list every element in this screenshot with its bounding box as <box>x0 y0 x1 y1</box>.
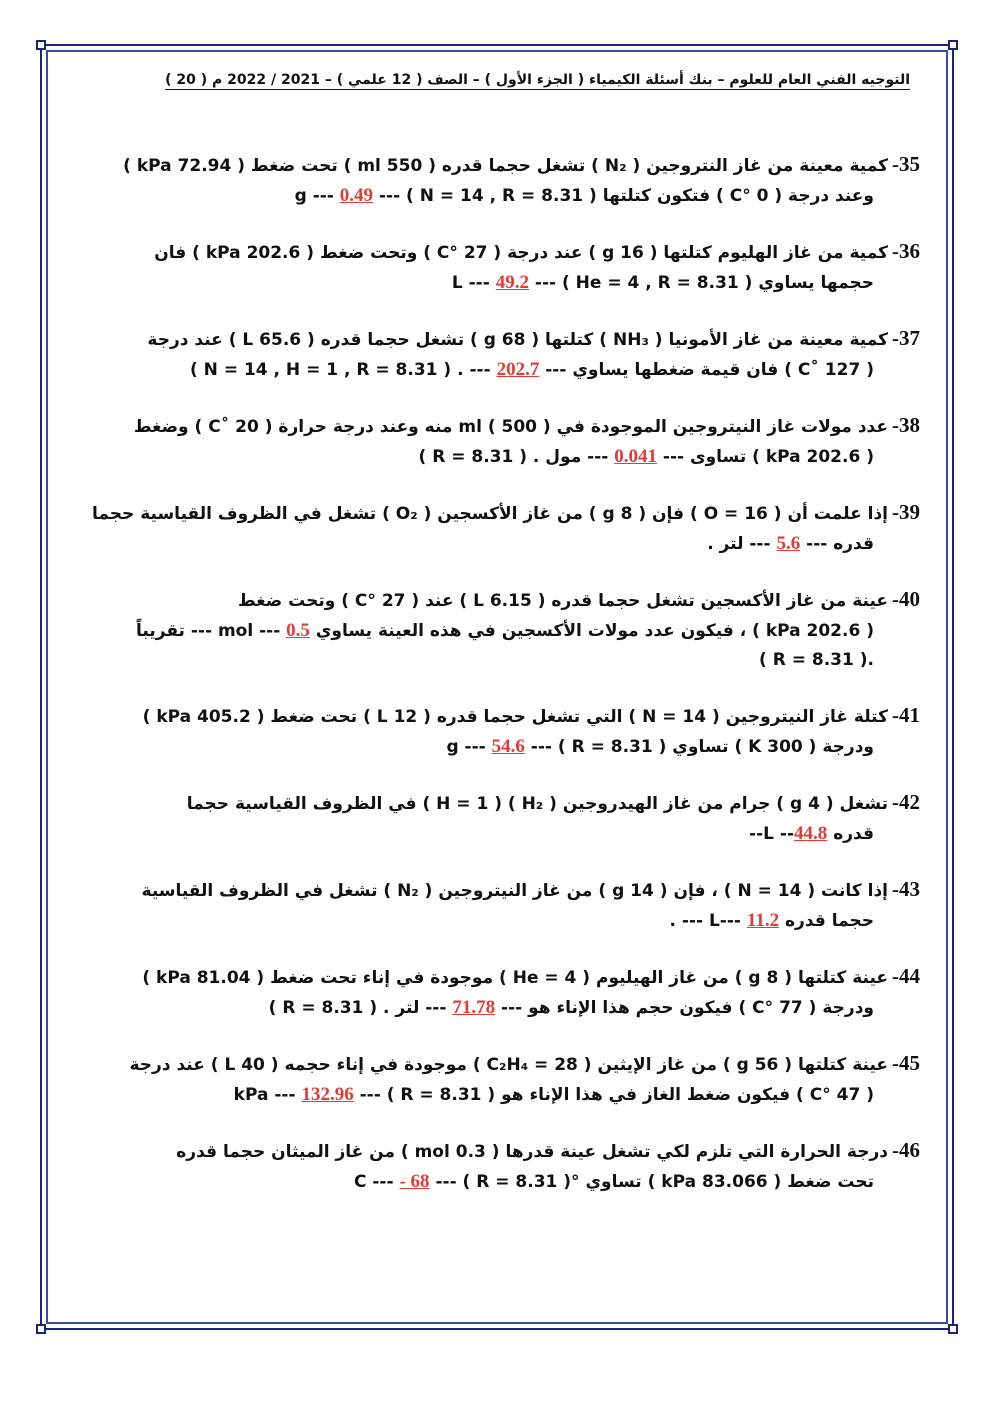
question-42 <box>60 788 920 849</box>
question-text: ( 47 °C ) فيكون ضغط الغاز في هذا الإناء هو kPa --- <box>233 1085 874 1105</box>
border-corner <box>948 40 958 50</box>
question-46 <box>60 1136 920 1197</box>
answer-value: 0.041 <box>614 446 657 467</box>
question-text: --- لتر . <box>707 534 777 554</box>
question-text: --- تقريباً <box>136 621 218 641</box>
question-36 <box>60 237 920 298</box>
question-text: حجمها يساوي L --- <box>451 273 874 293</box>
question-text: --- لتر . ( R = 8.31 ) <box>268 998 453 1018</box>
question-number: 38- <box>892 413 920 437</box>
answer-value: 202.7 <box>496 359 540 380</box>
question-35 <box>60 150 920 211</box>
question-text: ( 202.6 kPa ) تساوى --- <box>656 447 874 467</box>
question-text: إذا كانت ( N = 14 ) ، فإن ( 14 g ) من غاز النيتروجين ( N₂ ) تشغل في الظروف القياسية <box>141 881 888 901</box>
question-number: 40- <box>892 587 920 611</box>
question-text: قدره --- <box>800 534 874 554</box>
answer-value: 54.6 <box>491 736 525 757</box>
question-text: ( 127 ˚C ) فان قيمة ضغطها يساوي --- <box>539 360 874 380</box>
question-number: 37- <box>892 326 920 350</box>
question-text: ودرجة ( 77 °C ) فيكون حجم هذا الإناء هو --- <box>495 998 874 1018</box>
question-number: 46- <box>892 1138 920 1162</box>
question-text: كمية من غاز الهليوم كتلتها ( 16 g ) عند درجة ( 27 °C ) وتحت ضغط ( 202.6 kPa ) فان <box>154 243 888 263</box>
question-38 <box>60 411 920 472</box>
question-number: 36- <box>892 239 920 263</box>
question-text: --- . ( N = 14 , H = 1 , R = 8.31 ) <box>189 360 497 380</box>
question-43 <box>60 875 920 936</box>
question-text: ( 202.6 kPa ) ، فيكون عدد مولات الأكسجين في هذه العينة يساوي mol --- <box>217 621 874 641</box>
question-39 <box>60 498 920 559</box>
question-number: 35- <box>892 152 920 176</box>
question-text: ودرجة ( 300 K ) تساوي g --- <box>446 737 874 757</box>
question-text: --- ( He = 4 , R = 8.31 ) <box>528 273 753 293</box>
border-corner <box>948 1324 958 1334</box>
answer-value: 132.96 <box>301 1084 354 1105</box>
question-41 <box>60 701 920 762</box>
question-text: كتلة غاز النيتروجين ( N = 14 ) التي تشغل حجما قدره ( 12 L ) تحت ضغط ( 405.2 kPa ) <box>142 707 888 727</box>
question-text: -- <box>749 824 764 844</box>
question-number: 42- <box>892 790 920 814</box>
question-text: عينة كتلتها ( 56 g ) من غاز الإيثين ( C₂H₄ = 28 ) موجودة في إناء حجمه ( 40 L ) عند درجة <box>129 1055 888 1075</box>
question-text: إذا علمت أن ( O = 16 ) فإن ( 8 g ) من غاز الأكسجين ( O₂ ) تشغل في الظروف القياسية حجما <box>92 504 888 524</box>
question-text: --- ( R = 8.31 ) <box>524 737 667 757</box>
question-text: عينة كتلتها ( 8 g ) من غاز الهيليوم ( He = 4 ) موجودة في إناء تحت ضغط ( 81.04 kPa ) <box>142 968 888 988</box>
question-text: --- ( N = 14 , R = 8.31 ) <box>373 186 597 206</box>
answer-value: - 68 <box>399 1171 430 1192</box>
question-text: وعند درجة ( 0 °C ) فتكون كتلتها g --- <box>294 186 874 206</box>
question-45 <box>60 1049 920 1110</box>
question-40 <box>60 585 920 675</box>
answer-value: 0.49 <box>339 185 374 206</box>
question-text: --- . <box>669 911 709 931</box>
question-text: --- مول . ( R = 8.31 ) <box>418 447 615 467</box>
question-text: حجما قدره L--- <box>708 911 874 931</box>
answer-value: 11.2 <box>746 910 780 931</box>
question-number: 39- <box>892 500 920 524</box>
question-text: كمية معينة من غاز الأمونيا ( NH₃ ) كتلتها ( 68 g ) تشغل حجما قدره ( 65.6 L ) عند درجة <box>147 330 888 350</box>
question-text: --- ( R = 8.31 ) <box>429 1172 572 1192</box>
border-corner <box>36 1324 46 1334</box>
question-37 <box>60 324 920 385</box>
page-header <box>100 72 910 88</box>
answer-value: 44.8 <box>794 823 828 844</box>
header-text: التوجيه الفني العام للعلوم – بنك أسئلة الكيمياء ( الجزء الأول ) – الصف ( 12 علمي ) – 2021 / 2022 م ( 20 ) <box>165 72 910 88</box>
border-corner <box>36 40 46 50</box>
answer-value: 71.78 <box>452 997 496 1018</box>
answer-value: 5.6 <box>776 533 801 554</box>
answer-value: 0.5 <box>286 620 310 641</box>
question-text: درجة الحرارة التي تلزم لكي تشغل عينة قدرها ( 0.3 mol ) من غاز الميثان حجما قدره <box>176 1142 888 1162</box>
question-text: عدد مولات غاز النيتروجين الموجودة في ml ( 500 ) منه وعند درجة حرارة ( 20 ˚C ) وضغط <box>133 417 888 437</box>
question-text: قدره L -- <box>763 824 874 844</box>
question-text: --- ( R = 8.31 ) <box>353 1085 496 1105</box>
question-text: كمية معينة من غاز النتروجين ( N₂ ) تشغل حجما قدره ( 550 ml ) تحت ضغط ( 72.94 kPa ) <box>123 156 888 176</box>
answer-value: 49.2 <box>495 272 529 293</box>
question-text: .( R = 8.31 ) <box>759 650 874 670</box>
question-number: 43- <box>892 877 920 901</box>
question-text: عينة من غاز الأكسجين تشغل حجما قدره ( 6.15 L ) عند ( 27 °C ) وتحت ضغط <box>237 591 888 611</box>
questions-list <box>60 150 920 1223</box>
question-number: 44- <box>892 964 920 988</box>
question-number: 41- <box>892 703 920 727</box>
question-44 <box>60 962 920 1023</box>
question-number: 45- <box>892 1051 920 1075</box>
question-text: تحت ضغط ( 83.066 kPa ) تساوي °C --- <box>353 1172 874 1192</box>
question-text: تشغل ( 4 g ) جرام من غاز الهيدروجين ( H₂ ) ( H = 1 ) في الظروف القياسية حجما <box>186 794 888 814</box>
